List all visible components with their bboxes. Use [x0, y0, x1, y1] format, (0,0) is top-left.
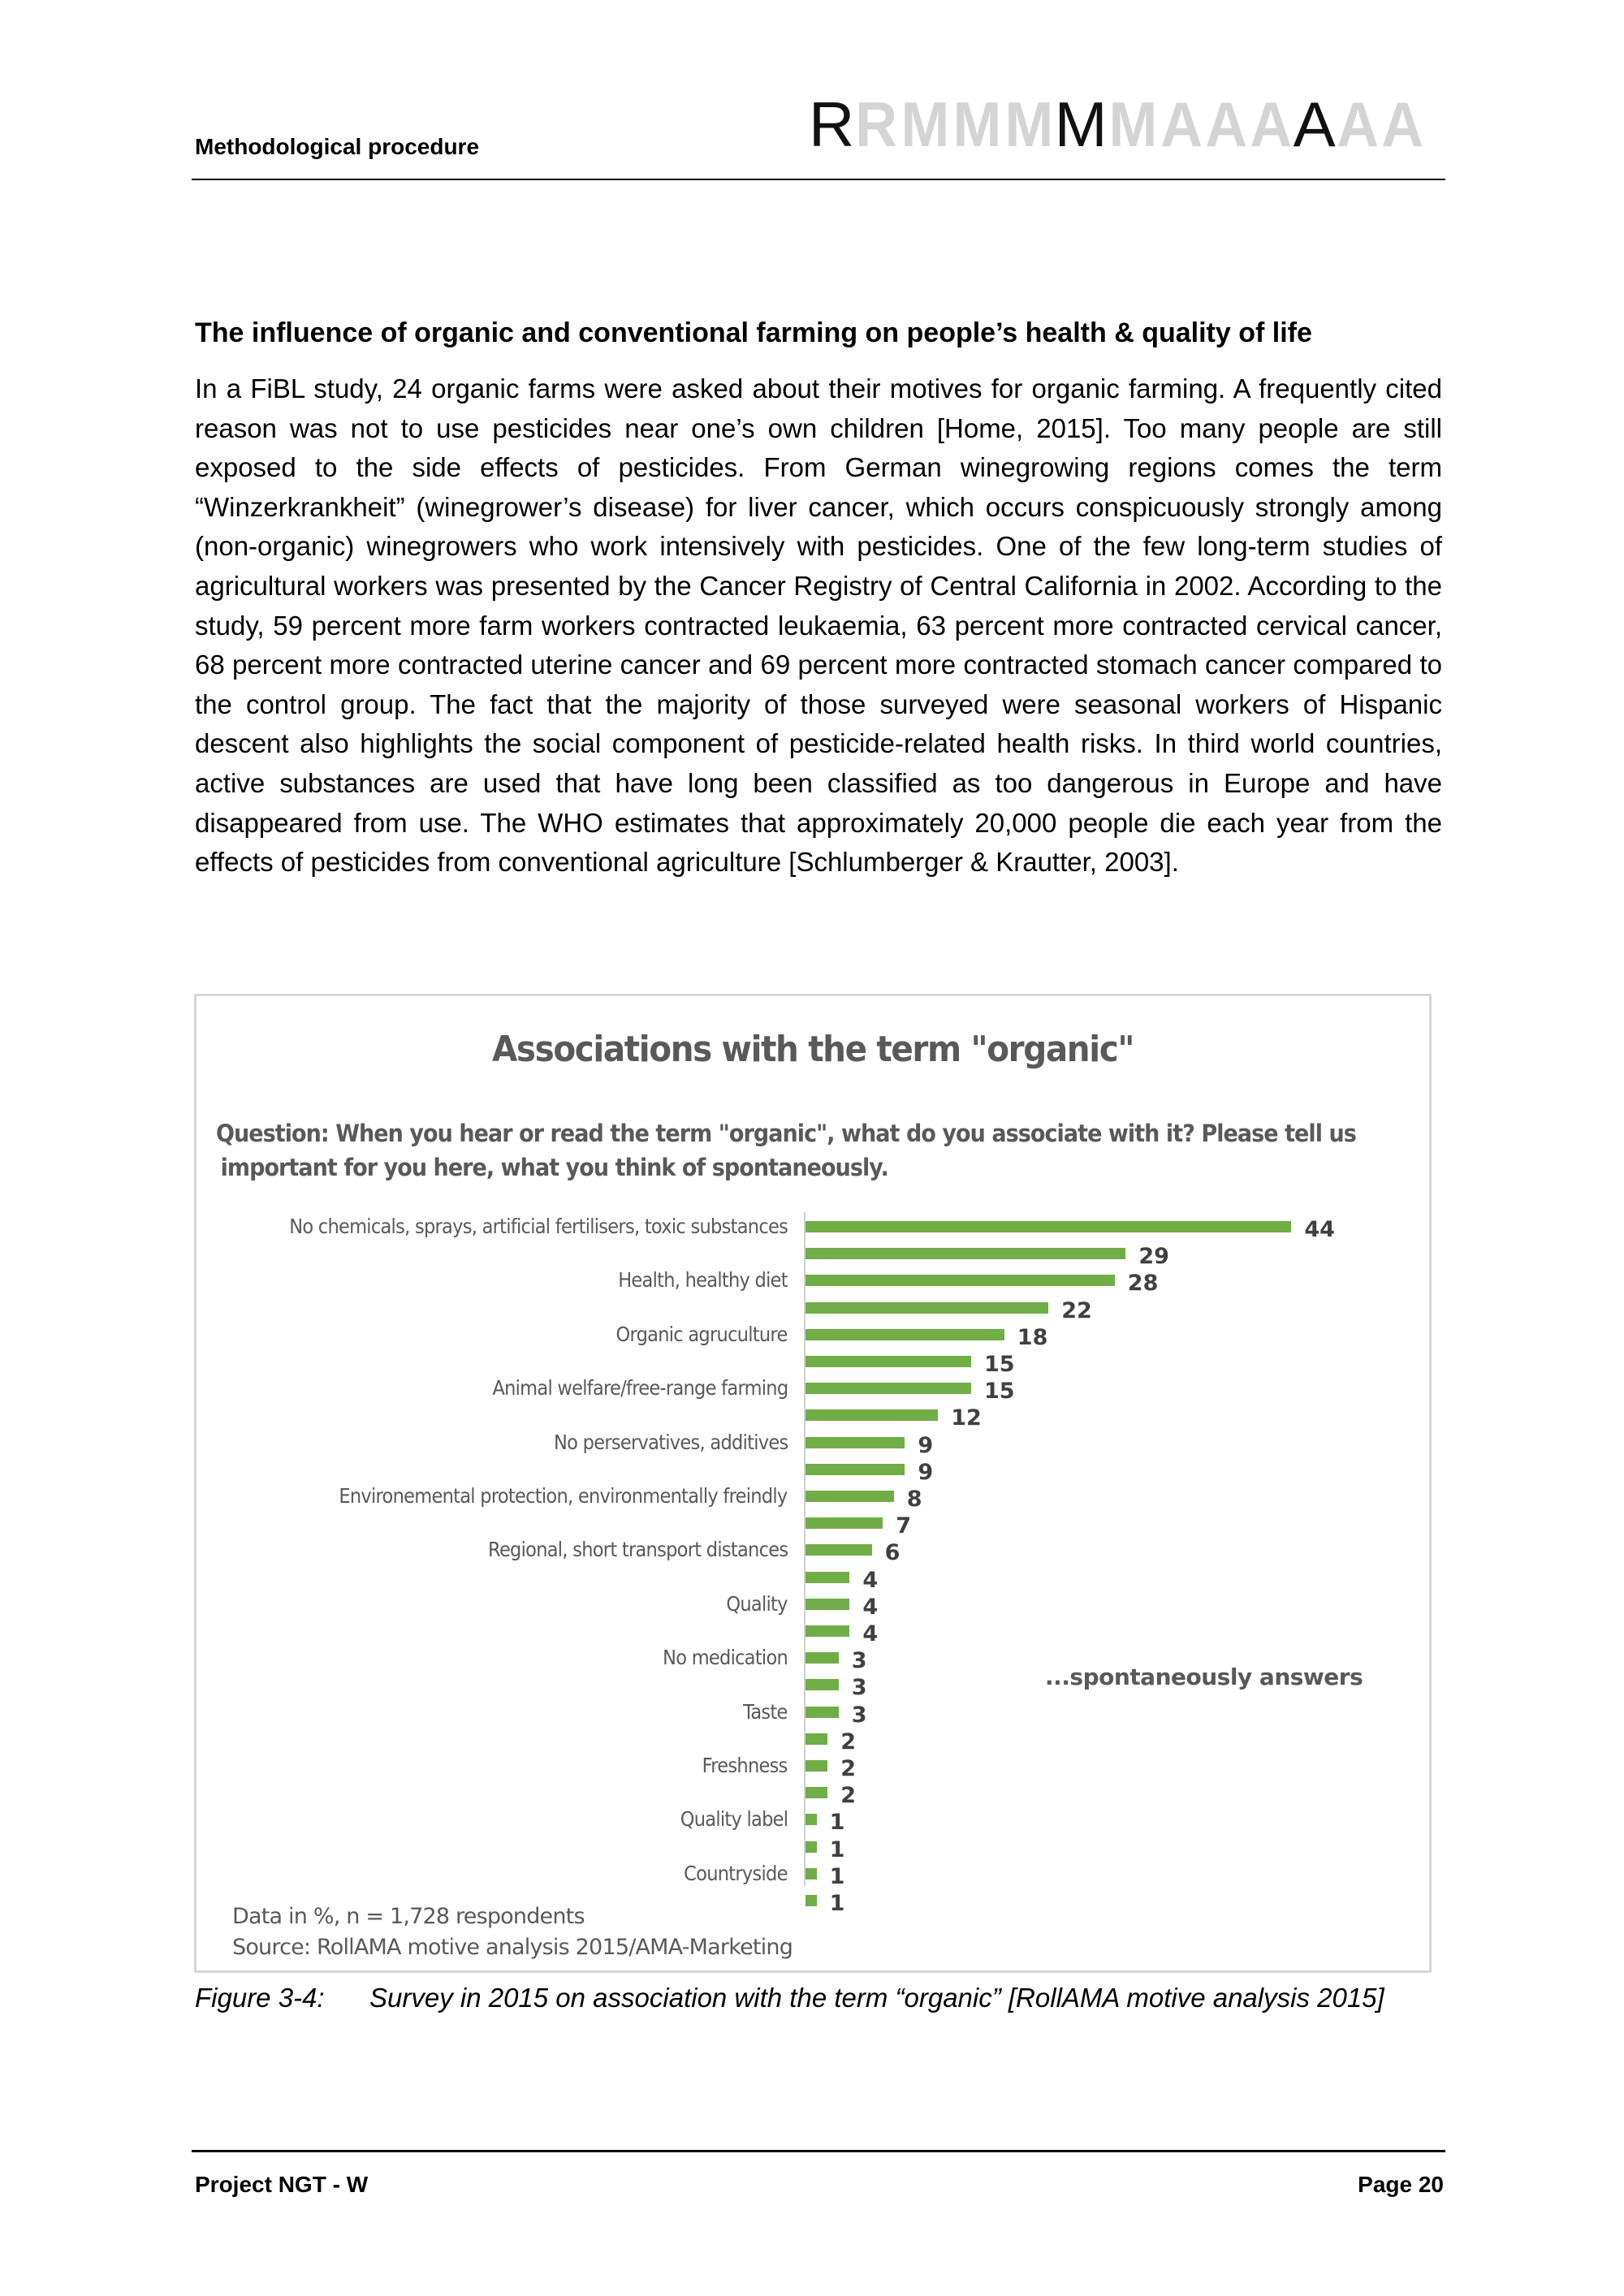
bar-value-label: 9 — [918, 1459, 934, 1485]
section-heading: The influence of organic and conventional farming on people’s health & quality of life — [195, 317, 1312, 348]
logo-letter: M — [1108, 88, 1157, 160]
footer-page-number: Page 20 — [1358, 2172, 1444, 2197]
logo-letter: M — [1054, 88, 1107, 160]
bar — [806, 1572, 849, 1583]
bar — [806, 1437, 905, 1448]
bar-value-label: 4 — [862, 1567, 879, 1593]
bar-value-label: 3 — [851, 1702, 867, 1728]
bar-value-label: 3 — [851, 1675, 867, 1701]
bar — [806, 1248, 1125, 1259]
bar-value-label: 18 — [1017, 1324, 1048, 1350]
bar — [806, 1814, 817, 1825]
logo-letter: A — [1336, 88, 1378, 160]
category-label: Organic agruculture — [615, 1322, 788, 1346]
logo-letter: A — [1160, 88, 1202, 160]
bar — [806, 1679, 839, 1690]
footer-project: Project NGT - W — [195, 2172, 369, 2197]
bar-value-label: 2 — [840, 1756, 856, 1781]
bar — [806, 1625, 849, 1637]
category-label: Health, healthy diet — [618, 1268, 788, 1293]
chart-annotation: ...spontaneously answers — [1045, 1664, 1363, 1690]
bar-value-label: 2 — [840, 1783, 856, 1809]
running-header-title: Methodological procedure — [195, 134, 480, 159]
category-label: Animal welfare/free-range farming — [492, 1376, 788, 1400]
category-label: Regional, short transport distances — [487, 1538, 788, 1562]
bar — [806, 1544, 872, 1556]
bar-value-label: 44 — [1304, 1217, 1335, 1242]
bar — [806, 1464, 905, 1475]
figure-caption-text: Survey in 2015 on association with the term “organic” [RollAMA motive analysis 2015] — [369, 1983, 1384, 2013]
bar — [806, 1652, 839, 1664]
bar — [806, 1409, 938, 1421]
bar — [806, 1599, 849, 1610]
bar-value-label: 7 — [896, 1513, 911, 1539]
chart-footnote: Data in %, n = 1,728 respondents — [232, 1904, 585, 1929]
bar — [806, 1733, 827, 1745]
logo-letter: A — [1250, 88, 1292, 160]
bar — [806, 1787, 827, 1798]
bar — [806, 1895, 817, 1906]
bar-value-label: 1 — [829, 1863, 845, 1889]
bar — [806, 1707, 839, 1718]
bar-value-label: 1 — [829, 1891, 845, 1916]
bar-value-label: 9 — [918, 1432, 934, 1458]
category-label: No medication — [663, 1646, 788, 1670]
bar-value-label: 15 — [984, 1352, 1015, 1377]
chart-source: Source: RollAMA motive analysis 2015/AMA-Marketing — [232, 1935, 793, 1960]
paragraph: In a FiBL study, 24 organic farms were asked about their motives for organic farming. A frequently cited reason was not to use pesticides near one’s own children [Home, 2015]. Too many people are still exposed to the side effects of pesticides. From German winegrowing regions comes the term “Winzerkrankheit” (winegrower’s disease) for liver cancer, which occurs conspicuously strongly among (non-organic) winegrowers who work intensively with pesticides. One of the few long-term studies of agricultural workers was presented by the Cancer Registry of Central California in 2002. According to the study, 59 percent more farm workers contracted leukaemia, 63 percent more contracted cervical cancer, 68 percent more contracted uterine cancer and 69 percent more contracted stomach cancer compared to the control group. The fact that the majority of those surveyed were seasonal workers of Hispanic descent also highlights the social component of pesticide-related health risks. In third world countries, active substances are used that have long been classified as too dangerous in Europe and have disappeared from use. The WHO estimates that approximately 20,000 people die each year from the effects of pesticides from conventional agriculture [Schlumberger & Krautter, 2003]. — [195, 373, 1442, 878]
category-label: No chemicals, sprays, artificial fertilisers, toxic substances — [289, 1215, 788, 1238]
logo-letter: A — [1381, 88, 1423, 160]
header-divider — [192, 179, 1445, 180]
bar-value-label: 1 — [829, 1810, 845, 1836]
bar-value-label: 28 — [1127, 1271, 1159, 1297]
bar-value-label: 6 — [884, 1540, 901, 1566]
logo — [809, 88, 1424, 160]
bar — [806, 1302, 1048, 1314]
footer-divider — [192, 2150, 1445, 2152]
category-label: No perservatives, additives — [553, 1430, 788, 1454]
bar-value-label: 12 — [951, 1405, 982, 1431]
category-label: Countryside — [684, 1861, 788, 1885]
logo-letter: M — [1004, 88, 1053, 160]
chart-question-line-2: important for you here, what you think of spontaneously. — [220, 1154, 888, 1181]
bar — [806, 1356, 971, 1367]
logo-letter: R — [809, 88, 854, 160]
bar — [806, 1760, 827, 1772]
bar — [806, 1868, 817, 1880]
bar-value-label: 15 — [984, 1379, 1015, 1405]
bar-value-label: 4 — [862, 1621, 879, 1646]
figure-chart — [194, 994, 1432, 1973]
logo-letter: A — [1205, 88, 1247, 160]
category-label: Taste — [743, 1699, 788, 1724]
category-label: Freshness — [702, 1754, 788, 1777]
bar — [806, 1841, 817, 1853]
bar-value-label: 4 — [862, 1594, 879, 1620]
logo-letter: R — [855, 88, 897, 160]
bar-value-label: 22 — [1061, 1297, 1092, 1323]
bar-value-label: 2 — [840, 1728, 856, 1754]
category-label: Quality label — [680, 1807, 788, 1832]
bar — [806, 1221, 1291, 1232]
category-label: Quality — [726, 1591, 788, 1616]
figure-caption-label: Figure 3-4: — [195, 1983, 325, 2013]
bar-value-label: 29 — [1138, 1244, 1169, 1270]
logo-letter: M — [901, 88, 949, 160]
chart-question-line-1: Question: When you hear or read the term "organic", what do you associate with it? Please tell us — [216, 1120, 1356, 1147]
bar-value-label: 3 — [851, 1648, 867, 1674]
bar-plot-area — [197, 996, 1429, 1970]
logo-letter: A — [1293, 88, 1335, 160]
bar-value-label: 1 — [829, 1836, 845, 1862]
category-label: Environemental protection, environmentally freindly — [339, 1484, 788, 1508]
logo-letter: M — [952, 88, 1001, 160]
chart-title: Associations with the term "organic" — [491, 1029, 1134, 1070]
bar — [806, 1329, 1004, 1340]
body-text — [195, 369, 1442, 883]
bar — [806, 1491, 894, 1502]
bar — [806, 1275, 1115, 1286]
bar-value-label: 8 — [906, 1487, 922, 1512]
bar — [806, 1517, 883, 1529]
bar — [806, 1383, 971, 1394]
